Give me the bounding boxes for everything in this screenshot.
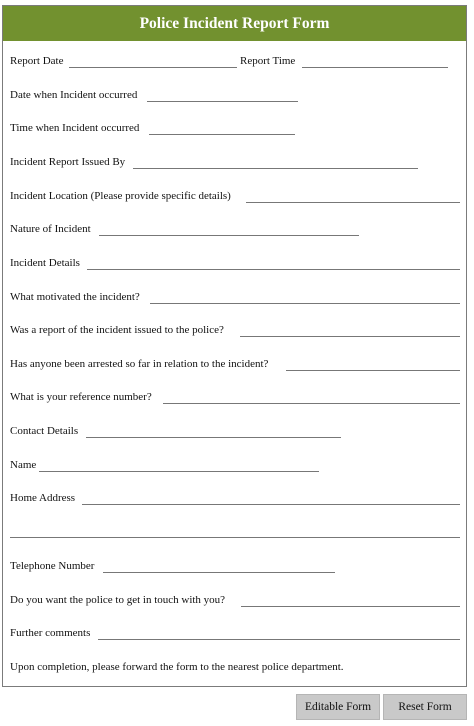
address-row xyxy=(10,492,75,504)
motive-label: What motivated the incident? xyxy=(10,291,140,303)
editable-form-button[interactable]: Editable Form xyxy=(296,694,380,720)
contact-preference-label: Do you want the police to get in touch with you? xyxy=(10,594,226,606)
incident-date-field[interactable] xyxy=(147,101,298,102)
telephone-field[interactable] xyxy=(103,572,335,573)
arrests-row xyxy=(10,358,268,370)
nature-label: Nature of Incident xyxy=(10,223,91,235)
contact-row xyxy=(10,425,78,437)
contact-preference-field[interactable] xyxy=(241,606,460,607)
reference-label: What is your reference number? xyxy=(10,391,152,403)
form-title: Police Incident Report Form xyxy=(3,6,466,41)
contact-field[interactable] xyxy=(86,437,341,438)
reference-row xyxy=(10,391,152,403)
address-label: Home Address xyxy=(10,492,76,504)
issued-by-field[interactable] xyxy=(133,168,418,169)
footer-note: Upon completion, please forward the form to the nearest police department. xyxy=(10,661,344,673)
name-row xyxy=(10,459,36,471)
incident-time-row xyxy=(10,122,139,134)
incident-date-row xyxy=(10,89,137,101)
nature-field[interactable] xyxy=(99,235,359,236)
incident-report-form xyxy=(2,5,467,687)
issued-by-row xyxy=(10,156,125,168)
report-time-row xyxy=(240,55,295,67)
report-date-label: Report Date xyxy=(10,55,64,67)
police-report-field[interactable] xyxy=(240,336,460,337)
police-report-row xyxy=(10,324,224,336)
report-date-field[interactable] xyxy=(69,67,237,68)
contact-label: Contact Details xyxy=(10,425,79,437)
report-time-label: Report Time xyxy=(240,55,296,67)
location-field[interactable] xyxy=(246,202,460,203)
motive-row xyxy=(10,291,140,303)
name-field[interactable] xyxy=(39,471,319,472)
details-row xyxy=(10,257,80,269)
arrests-label: Has anyone been arrested so far in relation to the incident? xyxy=(10,358,269,370)
telephone-label: Telephone Number xyxy=(10,560,95,572)
contact-preference-row xyxy=(10,594,225,606)
details-label: Incident Details xyxy=(10,257,80,269)
address-field[interactable] xyxy=(82,504,460,505)
report-time-field[interactable] xyxy=(302,67,448,68)
address-field-line-2[interactable] xyxy=(10,537,460,538)
report-date-row xyxy=(10,55,63,67)
comments-label: Further comments xyxy=(10,627,91,639)
motive-field[interactable] xyxy=(150,303,460,304)
incident-time-field[interactable] xyxy=(149,134,295,135)
location-label: Incident Location (Please provide specific details) xyxy=(10,190,231,202)
location-row xyxy=(10,190,231,202)
name-label: Name xyxy=(10,459,37,471)
comments-row xyxy=(10,627,90,639)
nature-row xyxy=(10,223,91,235)
arrests-field[interactable] xyxy=(286,370,460,371)
incident-time-label: Time when Incident occurred xyxy=(10,122,140,134)
comments-field[interactable] xyxy=(98,639,460,640)
details-field[interactable] xyxy=(87,269,460,270)
telephone-row xyxy=(10,560,94,572)
police-report-label: Was a report of the incident issued to the police? xyxy=(10,324,224,336)
reset-form-button[interactable]: Reset Form xyxy=(383,694,467,720)
incident-date-label: Date when Incident occurred xyxy=(10,89,138,101)
reference-field[interactable] xyxy=(163,403,460,404)
issued-by-label: Incident Report Issued By xyxy=(10,156,126,168)
